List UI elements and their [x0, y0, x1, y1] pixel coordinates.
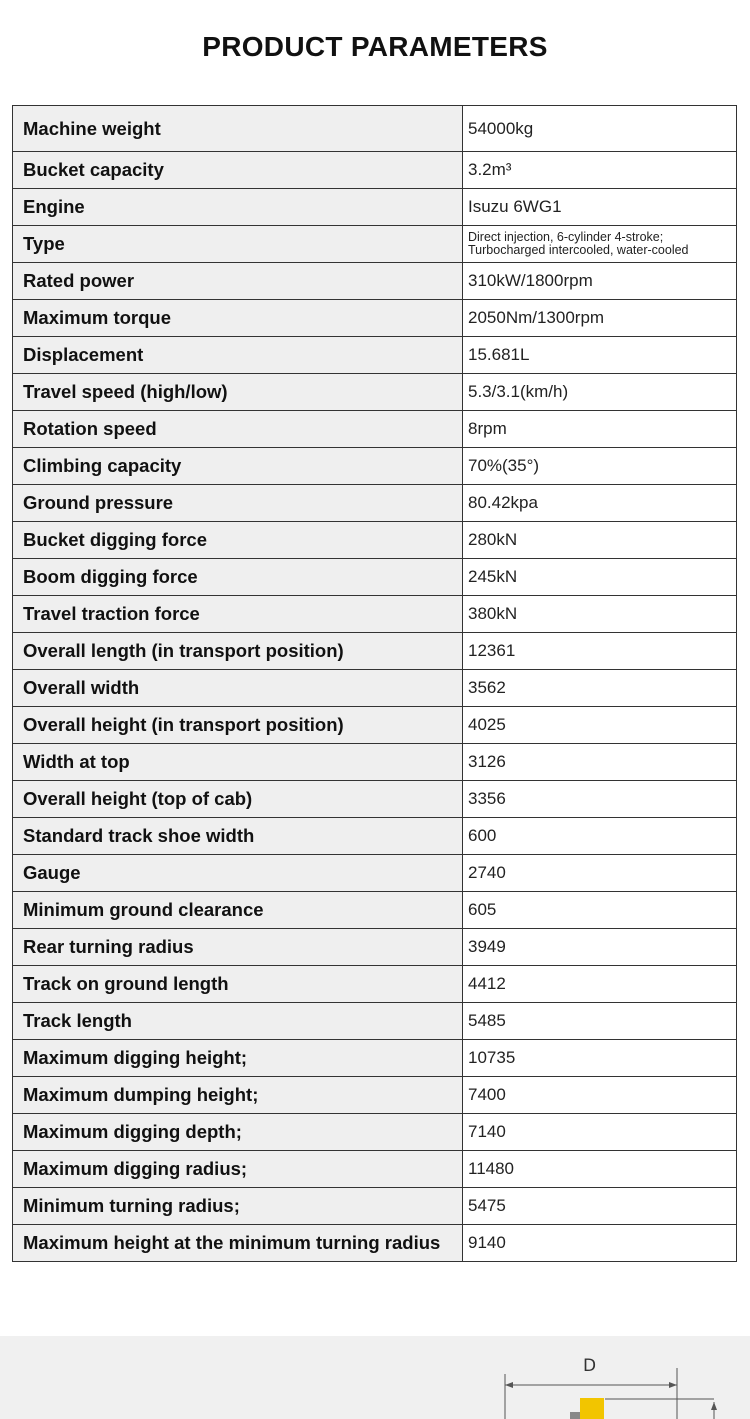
parameter-value: Direct injection, 6-cylinder 4-stroke; Turbocharged intercooled, water-cooled — [463, 226, 737, 263]
parameter-label: Gauge — [13, 855, 463, 892]
parameter-label: Minimum ground clearance — [13, 892, 463, 929]
parameters-table — [12, 105, 737, 1262]
table-row — [13, 411, 737, 448]
table-row — [13, 892, 737, 929]
table-row — [13, 1188, 737, 1225]
parameter-value: 605 — [463, 892, 737, 929]
parameter-label: Displacement — [13, 337, 463, 374]
parameter-value: 10735 — [463, 1040, 737, 1077]
parameter-label: Rotation speed — [13, 411, 463, 448]
parameter-label: Travel speed (high/low) — [13, 374, 463, 411]
parameter-value: 11480 — [463, 1151, 737, 1188]
arrow-up-icon — [711, 1402, 717, 1410]
table-row — [13, 226, 737, 263]
table-row — [13, 1114, 737, 1151]
parameter-label: Engine — [13, 189, 463, 226]
parameter-value: 2740 — [463, 855, 737, 892]
parameter-value: 5475 — [463, 1188, 737, 1225]
parameter-label: Climbing capacity — [13, 448, 463, 485]
parameter-value: 4025 — [463, 707, 737, 744]
table-row — [13, 1003, 737, 1040]
parameter-label: Rated power — [13, 263, 463, 300]
table-row — [13, 374, 737, 411]
parameter-value: 2050Nm/1300rpm — [463, 300, 737, 337]
diagram-drawing — [0, 1336, 750, 1419]
parameter-value: 380kN — [463, 596, 737, 633]
dimension-diagram — [0, 1336, 750, 1419]
parameter-value: 9140 — [463, 1225, 737, 1262]
parameter-value: 5485 — [463, 1003, 737, 1040]
parameter-label: Maximum torque — [13, 300, 463, 337]
arrow-right-icon — [669, 1382, 677, 1388]
table-row — [13, 152, 737, 189]
parameter-value: 245kN — [463, 559, 737, 596]
parameter-value: 3562 — [463, 670, 737, 707]
parameter-value: 80.42kpa — [463, 485, 737, 522]
dimension-label-d: D — [583, 1356, 597, 1376]
parameter-label: Maximum height at the minimum turning radius — [13, 1225, 463, 1262]
parameter-label: Overall length (in transport position) — [13, 633, 463, 670]
table-row — [13, 633, 737, 670]
table-row — [13, 300, 737, 337]
parameter-label: Width at top — [13, 744, 463, 781]
table-row — [13, 485, 737, 522]
table-row — [13, 1040, 737, 1077]
parameter-label: Overall width — [13, 670, 463, 707]
parameter-label: Bucket digging force — [13, 522, 463, 559]
table-row — [13, 559, 737, 596]
parameter-value: 3126 — [463, 744, 737, 781]
parameter-label: Maximum dumping height; — [13, 1077, 463, 1114]
parameter-value: 600 — [463, 818, 737, 855]
parameter-value: Isuzu 6WG1 — [463, 189, 737, 226]
parameter-label: Maximum digging depth; — [13, 1114, 463, 1151]
parameter-value: 54000kg — [463, 106, 737, 152]
parameter-label: Maximum digging radius; — [13, 1151, 463, 1188]
table-row — [13, 106, 737, 152]
parameter-value: 7400 — [463, 1077, 737, 1114]
table-row — [13, 744, 737, 781]
parameter-value: 70%(35°) — [463, 448, 737, 485]
parameter-label: Minimum turning radius; — [13, 1188, 463, 1225]
parameter-label: Type — [13, 226, 463, 263]
parameter-label: Rear turning radius — [13, 929, 463, 966]
parameter-label: Boom digging force — [13, 559, 463, 596]
excavator-detail — [570, 1412, 580, 1419]
table-row — [13, 263, 737, 300]
table-row — [13, 1151, 737, 1188]
parameter-label: Bucket capacity — [13, 152, 463, 189]
parameter-label: Machine weight — [13, 106, 463, 152]
parameter-value: 3.2m³ — [463, 152, 737, 189]
arrow-left-icon — [505, 1382, 513, 1388]
table-row — [13, 1077, 737, 1114]
parameter-value: 280kN — [463, 522, 737, 559]
parameter-value: 15.681L — [463, 337, 737, 374]
table-row — [13, 670, 737, 707]
parameter-label: Overall height (in transport position) — [13, 707, 463, 744]
parameter-label: Travel traction force — [13, 596, 463, 633]
page-title: PRODUCT PARAMETERS — [202, 31, 548, 62]
table-row — [13, 337, 737, 374]
table-row — [13, 966, 737, 1003]
table-row — [13, 707, 737, 744]
parameter-value: 4412 — [463, 966, 737, 1003]
table-row — [13, 448, 737, 485]
table-row — [13, 1225, 737, 1262]
parameter-label: Track length — [13, 1003, 463, 1040]
parameter-value: 3949 — [463, 929, 737, 966]
parameter-label: Track on ground length — [13, 966, 463, 1003]
table-row — [13, 189, 737, 226]
table-row — [13, 855, 737, 892]
table-row — [13, 929, 737, 966]
parameter-value: 310kW/1800rpm — [463, 263, 737, 300]
table-row — [13, 818, 737, 855]
parameter-label: Overall height (top of cab) — [13, 781, 463, 818]
table-row — [13, 781, 737, 818]
parameter-label: Ground pressure — [13, 485, 463, 522]
parameter-label: Standard track shoe width — [13, 818, 463, 855]
parameter-value: 7140 — [463, 1114, 737, 1151]
parameter-value: 12361 — [463, 633, 737, 670]
parameter-value: 8rpm — [463, 411, 737, 448]
parameter-value: 5.3/3.1(km/h) — [463, 374, 737, 411]
table-row — [13, 522, 737, 559]
table-row — [13, 596, 737, 633]
parameter-value: 3356 — [463, 781, 737, 818]
parameter-label: Maximum digging height; — [13, 1040, 463, 1077]
excavator-top-part — [580, 1398, 604, 1419]
